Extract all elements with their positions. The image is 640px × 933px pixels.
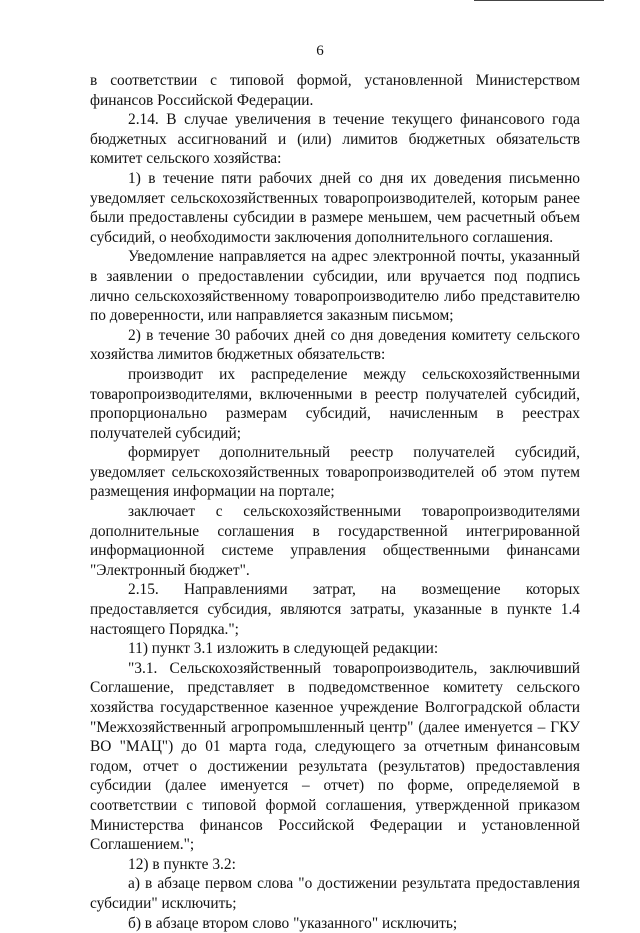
paragraph-item-11: 11) пункт 3.1 изложить в следующей редакции: <box>128 640 439 658</box>
paragraph-clause-2-15: 2.15. Направлениями затрат, на возмещение которых предоставляется субсидия, являются затраты, указанные в пункте 1.4 настоящего Порядка."; <box>90 581 580 638</box>
paragraph-notification: Уведомление направляется на адрес электронной почты, указанный в заявлении о предоставлении субсидии, или вручается под подпись лично сельскохозяйственному товаропроизводителю либо представителю по доверенности, или направляется заказным письмом; <box>90 248 580 325</box>
paragraph-subclause-1: 1) в течение пяти рабочих дней со дня их доведения письменно уведомляет сельскохозяйственных товаропроизводителей, которым ранее были предоставлены субсидии в размере меньшем, чем расчетный объем субсидий, о необходимости заключения дополнительного соглашения. <box>90 169 580 246</box>
paragraph-item-12-b: б) в абзаце втором слово "указанного" исключить; <box>128 914 458 932</box>
paragraph-agreements: заключает с сельскохозяйственными товаропроизводителями дополнительные соглашения в государственной интегрированной информационной системе управления общественными финансами "Электронный бюджет". <box>90 503 580 579</box>
paragraph-continuation: в соответствии с типовой формой, установленной Министерством финансов Российской Федерации. <box>90 72 580 109</box>
paragraph-additional-register: формирует дополнительный реестр получателей субсидий, уведомляет сельскохозяйственных товаропроизводителей об этом путем размещения информации на портале; <box>90 444 580 501</box>
paragraph-item-12: 12) в пункте 3.2: <box>128 855 236 873</box>
paragraph-distribution: производит их распределение между сельскохозяйственными товаропроизводителями, включенными в реестр получателей субсидий, пропорционально размерам субсидий, начисленным в реестрах получателей субсидий; <box>90 365 580 442</box>
paragraph-item-12-a: а) в абзаце первом слова "о достижении результата предоставления субсидии" исключить; <box>90 875 580 912</box>
top-edge-line <box>474 0 604 1</box>
paragraph-subclause-2: 2) в течение 30 рабочих дней со дня доведения комитету сельского хозяйства лимитов бюджетных обязательств: <box>90 326 580 364</box>
document-body <box>90 71 580 933</box>
page-number: 6 <box>316 43 324 59</box>
paragraph-clause-2-14: 2.14. В случае увеличения в течение текущего финансового года бюджетных ассигнований и (или) лимитов бюджетных обязательств комитет сельского хозяйства: <box>90 111 580 168</box>
paragraph-clause-3-1: "3.1. Сельскохозяйственный товаропроизводитель, заключивший Соглашение, представляет в подведомственное комитету сельского хозяйства государственное казенное учреждение Волгоградской области "Межхозяйственный агропромышленный центр" (далее именуется – ГКУ ВО "МАЦ") до 01 марта года, следующего за отчетным финансовым годом, отчет о достижении результата (результатов) предоставления субсидии (далее именуется – отчет) по форме, определяемой в соответствии с типовой формой соглашения, утвержденной приказом Министерства финансов Российской Федерации и установленной Соглашением."; <box>90 659 580 854</box>
